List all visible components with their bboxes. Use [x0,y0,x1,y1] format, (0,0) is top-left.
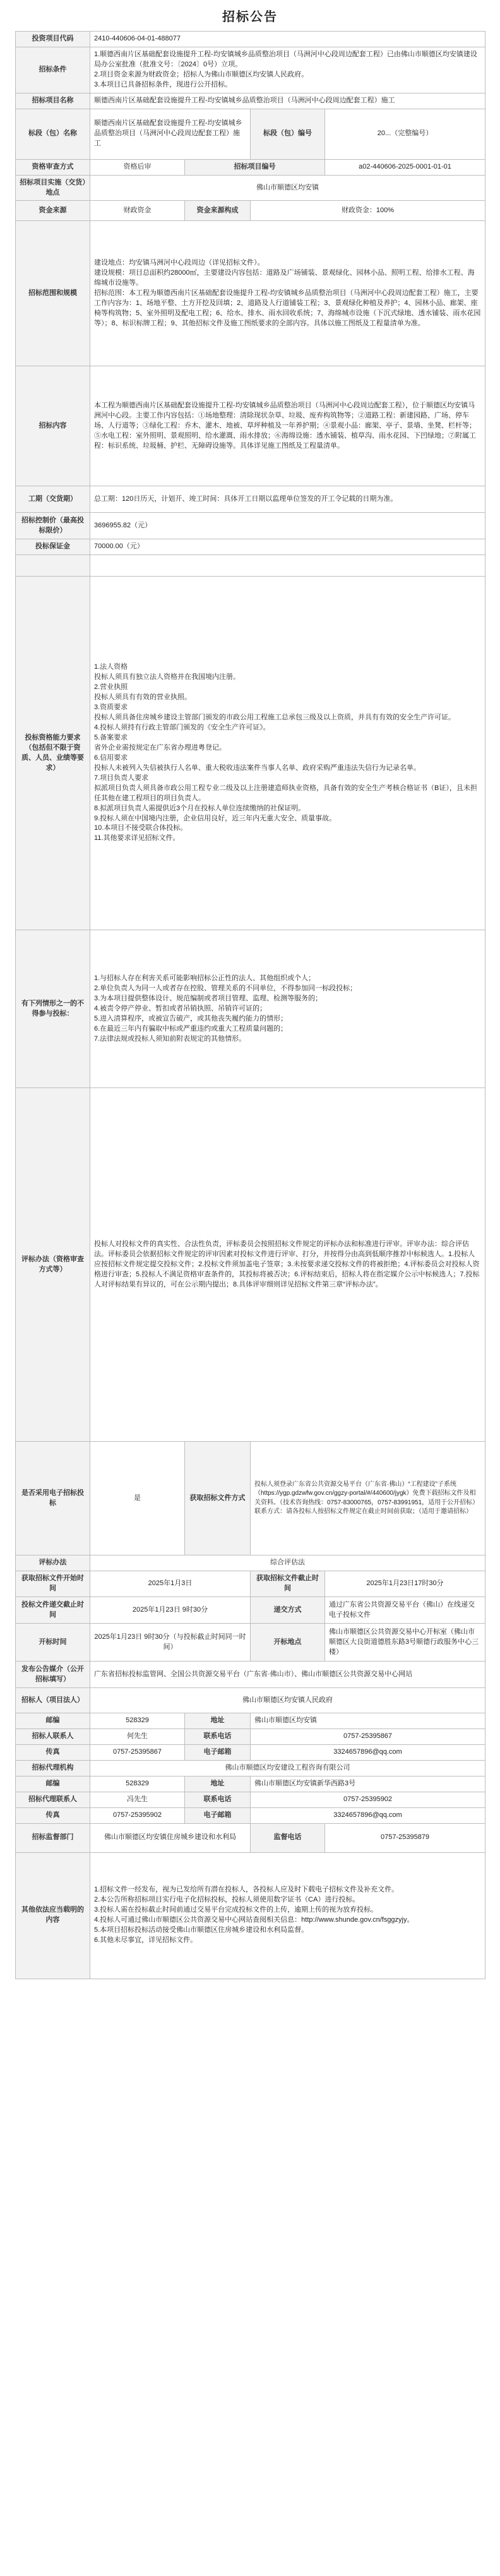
row-evaluation: 评标办法 综合评估法 [16,1555,485,1571]
row-prohibited: 有下列情形之一的不得参与投标： 1.与招标人存在利害关系可能影响招标公正性的法人、其他组织或个人； 2.单位负责人为同一人或者存在控股、管理关系的不同单位，不得参加同一标段投标； 3.为本项目提供整体设计、规范编制或者项目管理、监理、检测等服务的； 4.被责令停产停业、暂扣或者吊销执照、吊销许可证的； 5.进入清算程序，或被宣告破产，或其他丧失履约能力的情形； 6.在最近三年内有骗取中标或严重违约或重大工程质量问题的； 7.法律法规或投标人须知前附表规定的其他情形。 [16,930,485,1088]
row-agent-fax: 传真 0757-25395902 电子邮箱 3324657896@qq.com [16,1807,485,1823]
row-scope: 招标范围和规模 建设地点：均安镇马洲河中心段周边（详见招标文件）。 建设规模：项目总面积约28000㎡，主要建设内容包括：道路及广场铺装、景观绿化、园林小品、照明工程、给排水工程、海绵城市设施等。 招标范围：本工程为顺德西南片区基础配套设施提升工程-均安镇城乡品质整治项目（马洲河中心段周边配套工程）施工，主要工作内容为：1、场地平整、土方开挖及回填；2、道路及人行道铺装工程；3、景观绿化种植及养护；4、园林小品、廊架、座椅等构筑物；5、室外照明及配电工程；6、给水、排水、雨水回收系统；7、海绵城市设施（下沉式绿地、透水铺装、雨水花园等）；8、标识标牌工程；9、其他招标文件及施工图纸要求的全部内容。具体以施工图纸及工程量清单为准。 [16,221,485,366]
row-location: 招标项目实施（交货）地点 佛山市顺德区均安镇 [16,175,485,201]
row-joint [16,555,485,577]
row-supervision: 招标监督部门 佛山市顺德区均安镇住房城乡建设和水利局 监督电话 0757-25395879 [16,1823,485,1852]
row-bidder-req: 投标资格能力要求（包括但不限于资质、人员、业绩等要求） 1.法人资格 投标人须具有独立法人资格并在我国境内注册。 2.营业执照 投标人须具有有效的营业执照。 3.资质要求 投标人须具备住房城乡建设主管部门颁发的市政公用工程施工总承包三级及以上资质，并具有有效的安全生产许可证。 4.投标人须持有行政主管部门颁发的《安全生产许可证》。 5.备案要求 省外企业需按规定在广东省办理进粤登记。 6.信用要求 投标人未被列入失信被执行人名单、重大税收违法案件当事人名单、政府采购严重违法失信行为记录名单。 7.项目负责人要求 拟派项目负责人须具备市政公用工程专业二级及以上注册建造师执业资格，具备有效的安全生产考核合格证书（B证），且未担任其他在建工程项目的项目负责人。 8.拟派项目负责人需提供近3个月在投标人单位连续缴纳的社保证明。 9.投标人须在中国境内注册，企业信用良好，近三年内无重大安全、质量事故。 10.本项目不接受联合体投标。 11.其他要求详见招标文件。 [16,577,485,930]
row-guarantee: 投标保证金 70000.00（元） [16,539,485,555]
row-bid-deadline: 投标文件递交截止时间 2025年1月23日 9时30分 递交方式 通过广东省公共资源交易平台（佛山）在线递交电子投标文件 [16,1597,485,1624]
row-project-name: 招标项目名称 顺德西南片区基础配套设施提升工程-均安镇城乡品质整治项目（马洲河中心段周边配套工程）施工 [16,93,485,109]
row-bid-section: 标段（包）名称 顺德西南片区基础配套设施提升工程-均安镇城乡品质整治项目（马洲河中心段周边配套工程）施工 标段（包）编号 20...（完整编号） [16,109,485,159]
row-doc-time: 获取招标文件开始时间 2025年1月3日 获取招标文件截止时间 2025年1月23日17时30分 [16,1571,485,1597]
page-title: 招标公告 [222,10,278,24]
row-tenderer: 招标人（项目法人） 佛山市顺德区均安镇人民政府 [16,1688,485,1713]
notice-table [15,31,485,1979]
row-other: 其他依法应当载明的内容 1.招标文件一经发布，视为已发给所有潜在投标人，各投标人应及时下载电子招标文件及补充文件。 2.本公告所称招标项目实行电子化招标投标，投标人须使用数字证书（CA）进行投标。 3.投标人需在投标截止时间前通过交易平台完成投标文件的上传，逾期上传的视为放弃投标。 4.投标人可通过佛山市顺德区公共资源交易中心网站查阅相关信息：http://www.shunde.gov.cn/fsggzyjy。 5.本项目招标投标活动接受佛山市顺德区住房城乡建设和水利局监督。 6.其他未尽事宜，详见招标文件。 [16,1852,485,1979]
row-approval: 资格审查方式 资格后审 招标项目编号 a02-440606-2025-0001-01-01 [16,159,485,175]
row-overview: 招标内容 本工程为顺德西南片区基础配套设施提升工程-均安镇城乡品质整治项目（马洲河中心段周边配套工程），位于顺德区均安镇马洲河中心段。主要工作内容包括：①场地整理：清除现状杂草、垃圾、废弃构筑物等；②道路工程：新建园路、广场、停车场、人行道等；③绿化工程：乔木、灌木、地被、草坪种植及一年养护期；④景观小品：廊架、亭子、景墙、坐凳、栏杆等；⑤水电工程：室外照明、景观照明、给水灌溉、雨水排放；⑥海绵设施：透水铺装、植草沟、雨水花园、下凹绿地；⑦附属工程：标识系统、垃圾桶、护栏、无障碍设施等。具体详见施工图纸及工程量清单。 [16,366,485,486]
row-duration: 工期（交货期） 总工期：120日历天，计划开、竣工时间：具体开工日期以监理单位签发的开工令记载的日期为准。 [16,486,485,513]
row-agent-addr: 邮编 528329 地址 佛山市顺德区均安镇新华西路3号 [16,1776,485,1792]
row-media: 发布公告媒介（公开招标填写） 广东省招标投标监管网、全国公共资源交易平台（广东省·佛山市）、佛山市顺德区公共资源交易中心网站 [16,1662,485,1688]
row-conditions: 招标条件 1.顺德西南片区基础配套设施提升工程-均安镇城乡品质整治项目（马洲河中心段周边配套工程）已由佛山市顺德区均安镇建设局办公室批准（批准文号：〔2024〕0号）立项。 2.项目资金来源为财政资金；招标人为佛山市顺德区均安镇人民政府。 3.本项目已具备招标条件，现进行公开招标。 [16,47,485,93]
row-agent-contact: 招标代理联系人 冯先生 联系电话 0757-25395902 [16,1792,485,1807]
row-agent: 招标代理机构 佛山市顺德区均安建设工程咨询有限公司 [16,1761,485,1776]
row-electronic: 是否采用电子招标投标 是 获取招标文件方式 投标人须登录广东省公共资源交易平台（广东省·佛山）“工程建设”子系统（https://ygp.gdzwfw.gov.cn/ggzy-portal/#/440600/jygk）免费下载招标文件及相关资料。（技术咨询热线：0757-83000765，0757-83991951，适用于公开招标） 联系方式：请各投标人按招标文件规定在截止时间前获取；（适用于邀请招标） [16,1442,485,1555]
row-tenderer-contact: 招标人联系人 何先生 联系电话 0757-25395867 [16,1729,485,1745]
row-evaluation-method: 评标办法（资格审查方式等） 投标人对投标文件的真实性、合法性负责，评标委员会按照招标文件规定的评标办法和标准进行评审。评审办法：综合评估法。评标委员会依据招标文件规定的评审因素对投标文件进行评审、打分，并按得分由高到低顺序推荐中标候选人。1.投标人应按招标文件规定提交投标文件；2.投标文件须加盖电子签章；3.未按要求递交投标文件的将被拒绝；4.评标委员会对投标人资格进行审查；5.投标人不满足资格审查条件的，其投标将被否决；6.评标结束后，招标人将在指定媒介公示中标候选人；7.投标人对评标结果有异议的，可在公示期内提出；8.具体评审细则详见招标文件第三章“评标办法”。 [16,1088,485,1442]
row-funding: 资金来源 财政资金 资金来源构成 财政资金：100% [16,201,485,221]
row-project-code: 投资项目代码 2410-440606-04-01-488077 [16,32,485,47]
notice-page [15,6,485,1979]
row-tenderer-fax: 传真 0757-25395867 电子邮箱 3324657896@qq.com [16,1745,485,1761]
row-open-time: 开标时间 2025年1月23日 9时30分（与投标截止时间同一时间） 开标地点 佛山市顺德区公共资源交易中心开标室（佛山市顺德区大良街道德胜东路3号顺德行政服务中心三楼） [16,1624,485,1662]
row-control-price: 招标控制价（最高投标限价） 3696955.82（元） [16,513,485,539]
row-tenderer-addr: 邮编 528329 地址 佛山市顺德区均安镇 [16,1713,485,1729]
